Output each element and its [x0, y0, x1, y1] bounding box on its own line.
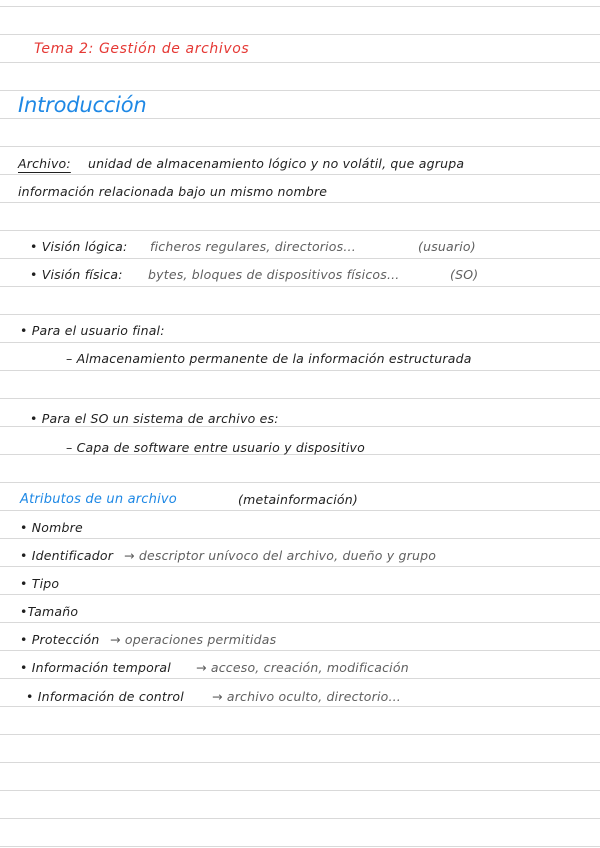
attribute-detail: → acceso, creación, modificación	[196, 660, 409, 675]
ruled-line	[0, 426, 600, 427]
definition-term: Archivo:	[18, 156, 71, 171]
ruled-line	[0, 118, 600, 119]
ruled-line	[0, 370, 600, 371]
attribute-label: • Información temporal	[20, 660, 171, 675]
view-logical-note: (usuario)	[418, 239, 476, 254]
ruled-line	[0, 734, 600, 735]
ruled-line	[0, 398, 600, 399]
attribute-label: • Tipo	[20, 576, 60, 591]
attribute-detail: → descriptor unívoco del archivo, dueño y grupo	[124, 548, 437, 563]
os-section-item: – Capa de software entre usuario y dispositivo	[66, 440, 365, 455]
page-title: Tema 2: Gestión de archivos	[34, 41, 250, 57]
ruled-line	[0, 790, 600, 791]
ruled-line	[0, 818, 600, 819]
view-physical-note: (SO)	[450, 267, 479, 282]
attribute-label: • Información de control	[26, 689, 184, 704]
view-logical-detail: ficheros regulares, directorios...	[150, 239, 356, 254]
ruled-line	[0, 6, 600, 7]
ruled-line	[0, 34, 600, 35]
ruled-line	[0, 594, 600, 595]
ruled-line	[0, 62, 600, 63]
attribute-label: •Tamaño	[20, 604, 79, 619]
ruled-line	[0, 230, 600, 231]
ruled-line	[0, 510, 600, 511]
ruled-line	[0, 258, 600, 259]
ruled-line	[0, 314, 600, 315]
definition-line-2: información relacionada bajo un mismo nombre	[18, 184, 328, 199]
ruled-line	[0, 678, 600, 679]
ruled-line	[0, 342, 600, 343]
ruled-line	[0, 202, 600, 203]
view-logical-label: • Visión lógica:	[30, 239, 128, 254]
attributes-heading-note: (metainformación)	[238, 492, 358, 507]
attribute-label: • Identificador	[20, 548, 114, 563]
ruled-line	[0, 846, 600, 847]
attribute-detail: → archivo oculto, directorio...	[212, 689, 401, 704]
ruled-line	[0, 762, 600, 763]
ruled-line	[0, 566, 600, 567]
definition-line-1: unidad de almacenamiento lógico y no volátil, que agrupa	[88, 156, 465, 171]
view-physical-detail: bytes, bloques de dispositivos físicos...	[148, 267, 400, 282]
ruled-line	[0, 538, 600, 539]
ruled-line	[0, 90, 600, 91]
attribute-detail: → operaciones permitidas	[110, 632, 277, 647]
ruled-line	[0, 650, 600, 651]
attribute-label: • Nombre	[20, 520, 83, 535]
view-physical-label: • Visión física:	[30, 267, 123, 282]
user-section-heading: • Para el usuario final:	[20, 323, 165, 338]
ruled-line	[0, 706, 600, 707]
ruled-line	[0, 286, 600, 287]
ruled-line	[0, 482, 600, 483]
attribute-label: • Protección	[20, 632, 100, 647]
ruled-line	[0, 622, 600, 623]
ruled-line	[0, 146, 600, 147]
section-heading-introduccion: Introducción	[18, 93, 147, 117]
ruled-line	[0, 174, 600, 175]
attributes-heading: Atributos de un archivo	[20, 492, 177, 507]
user-section-item: – Almacenamiento permanente de la información estructurada	[66, 351, 472, 366]
os-section-heading: • Para el SO un sistema de archivo es:	[30, 411, 279, 426]
